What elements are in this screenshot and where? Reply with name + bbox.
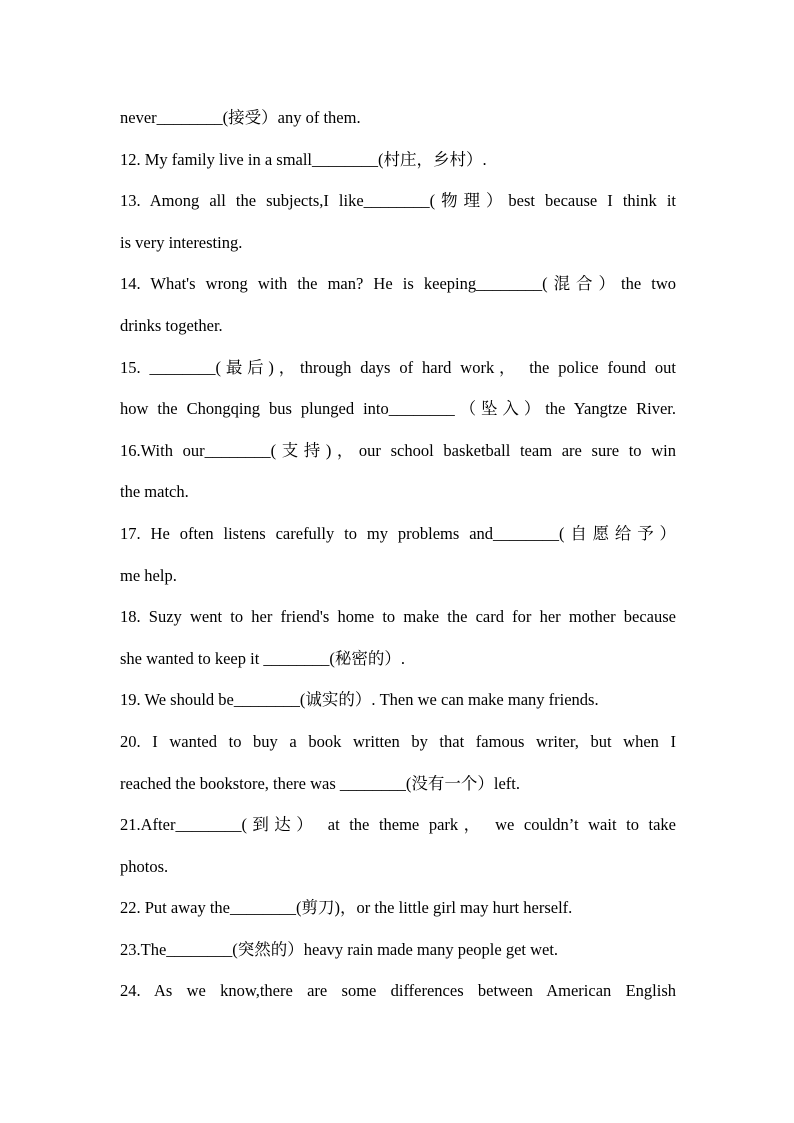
text-line-8: how the Chongqing bus plunged into________（坠入）the Yangtze River. bbox=[120, 399, 676, 419]
text-line-5: 14. What's wrong with the man? He is keeping________(混合）the two bbox=[120, 274, 676, 294]
text-line-4: is very interesting. bbox=[120, 232, 243, 252]
text-line-20: 22. Put away the________(剪刀)，or the little girl may hurt herself. bbox=[120, 898, 573, 918]
text-line-12: me help. bbox=[120, 565, 177, 585]
text-line-7: 15. ________(最后)，through days of hard work， the police found out bbox=[120, 357, 676, 377]
text-line-14: she wanted to keep it ________(秘密的）. bbox=[120, 648, 406, 668]
text-line-18: 21.After________(到达） at the theme park， we couldn’t wait to take bbox=[120, 815, 676, 835]
text-line-16: 20. I wanted to buy a book written by that famous writer, but when I bbox=[120, 731, 676, 751]
text-line-11: 17. He often listens carefully to my problems and________(自愿给予） bbox=[120, 523, 676, 543]
text-line-10: the match. bbox=[120, 482, 189, 502]
text-line-3: 13. Among all the subjects,I like________(物理）best because I think it bbox=[120, 191, 676, 211]
document-page bbox=[120, 97, 676, 1012]
text-line-1: never________(接受）any of them. bbox=[120, 108, 361, 127]
text-line-9: 16.With our________(支持)，our school basketball team are sure to win bbox=[120, 440, 676, 460]
text-line-22: 24. As we know,there are some differences between American English bbox=[120, 981, 676, 1001]
text-line-13: 18. Suzy went to her friend's home to make the card for her mother because bbox=[120, 607, 676, 627]
text-line-6: drinks together. bbox=[120, 315, 223, 335]
text-line-15: 19. We should be________(诚实的）. Then we can make many friends. bbox=[120, 690, 599, 710]
text-line-17: reached the bookstore, there was ________(没有一个）left. bbox=[120, 773, 521, 793]
text-line-21: 23.The________(突然的）heavy rain made many people get wet. bbox=[120, 939, 559, 959]
text-line-2: 12. My family live in a small________(村庄，乡村）. bbox=[120, 149, 487, 169]
text-line-19: photos. bbox=[120, 856, 169, 876]
